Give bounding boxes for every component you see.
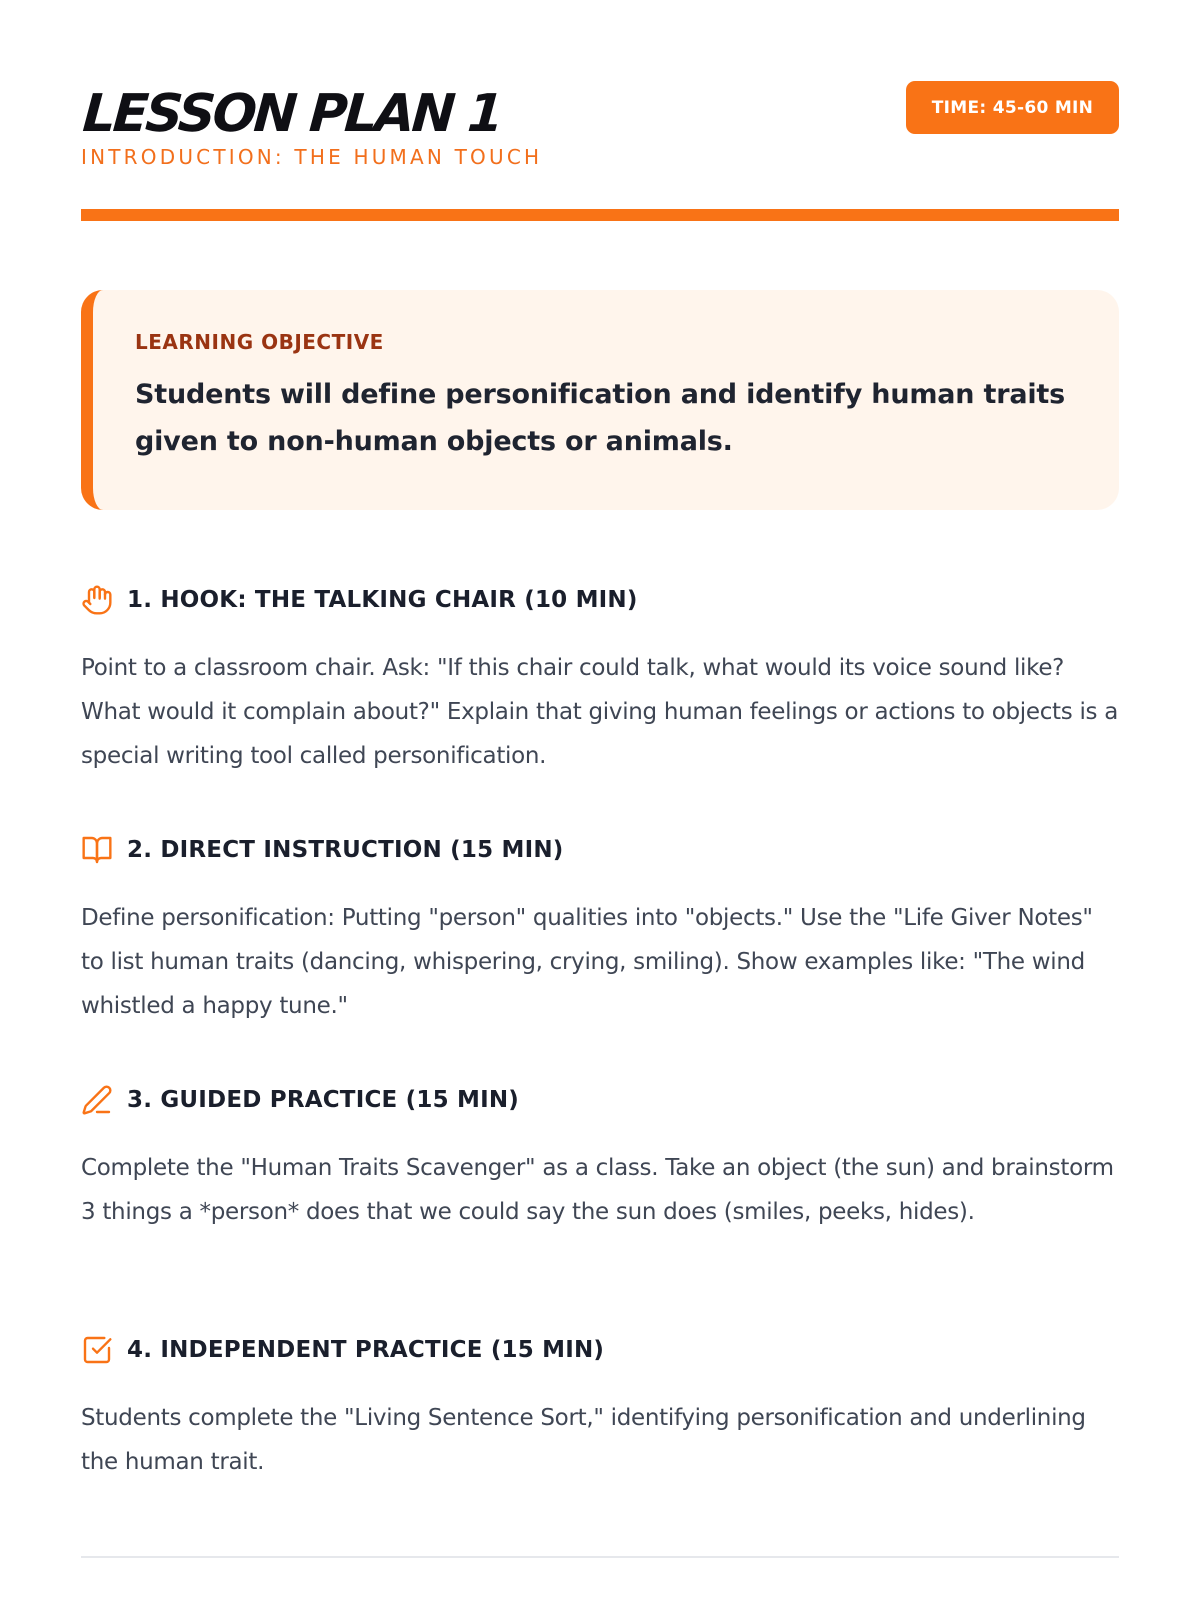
section-direct-instruction — [81, 832, 1119, 1028]
section-header — [81, 582, 1119, 618]
section-independent-practice — [81, 1332, 1119, 1484]
header-divider — [81, 209, 1119, 221]
hand-icon — [81, 584, 113, 616]
section-title: 4. INDEPENDENT PRACTICE (15 MIN) — [127, 1337, 605, 1363]
section-title: 2. DIRECT INSTRUCTION (15 MIN) — [127, 837, 564, 863]
section-body: Point to a classroom chair. Ask: "If this chair could talk, what would its voice sound like? What would it complain about?" Explain that giving human feelings or actions to objects is a special writing tool called personification. — [81, 655, 1119, 769]
section-header — [81, 1332, 1119, 1368]
book-open-icon — [81, 834, 113, 866]
objective-label: LEARNING OBJECTIVE — [135, 330, 384, 354]
section-header — [81, 1082, 1119, 1118]
page-subtitle: INTRODUCTION: THE HUMAN TOUCH — [81, 145, 543, 169]
section-body: Define personification: Putting "person" qualities into "objects." Use the "Life Giver Notes" to list human traits (dancing, whispering, crying, smiling). Show examples like: "The wind whistled a happy tune." — [81, 905, 1093, 1019]
pencil-icon — [81, 1084, 113, 1116]
section-body: Students complete the "Living Sentence Sort," identifying personification and underlining the human trait. — [81, 1405, 1086, 1475]
footer-divider — [81, 1556, 1119, 1558]
section-hook — [81, 582, 1119, 778]
section-header — [81, 832, 1119, 868]
page-title: LESSON PLAN 1 — [80, 84, 503, 144]
section-title: 1. HOOK: THE TALKING CHAIR (10 MIN) — [127, 587, 638, 613]
section-guided-practice — [81, 1082, 1119, 1234]
checkbox-icon — [81, 1334, 113, 1366]
learning-objective-card — [81, 290, 1119, 510]
time-badge: TIME: 45-60 MIN — [906, 81, 1119, 134]
objective-text: Students will define personification and identify human traits given to non-human objects or animals. — [135, 379, 1065, 457]
section-title: 3. GUIDED PRACTICE (15 MIN) — [127, 1087, 519, 1113]
header — [80, 0, 1119, 169]
section-body: Complete the "Human Traits Scavenger" as a class. Take an object (the sun) and brainstorm 3 things a *person* does that we could say the sun does (smiles, peeks, hides). — [81, 1155, 1114, 1225]
